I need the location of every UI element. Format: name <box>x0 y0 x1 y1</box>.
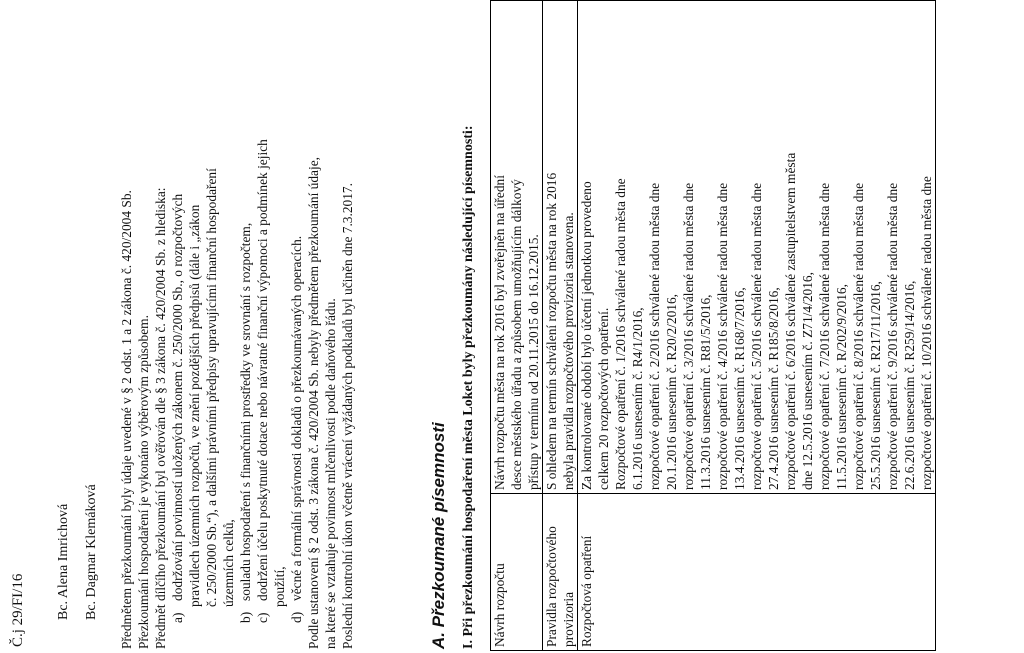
list-label: a) <box>170 612 185 623</box>
section-heading-a: A. Přezkoumané písemnosti <box>429 422 448 649</box>
text-line: rozpočtové opatření č. 8/2016 schválené radou města dne <box>851 182 866 490</box>
text-line: celkem 20 rozpočtových opatření. <box>596 307 611 490</box>
list-label: d) <box>289 611 304 623</box>
text-line: souladu hospodaření s finančními prostředky ve srovnání s rozpočtem, <box>238 222 253 601</box>
list-label: b) <box>238 611 253 623</box>
text-line: 13.4.2016 usnesením č. R168/7/2016, <box>732 287 747 490</box>
text-line: 20.1.2016 usnesením č. R20/2/2016, <box>664 293 679 490</box>
list-item <box>169 9 186 649</box>
text-line: na které se vztahuje povinnost mlčenlivosti podle daňového řádu. <box>323 298 338 649</box>
table-row <box>491 1 543 651</box>
row-name: Návrh rozpočtu <box>491 494 543 651</box>
table-row <box>543 1 578 651</box>
text-line: 11.5.2016 usnesením č. R/202/9/2016, <box>834 284 849 490</box>
list-item <box>237 9 254 649</box>
text-line: desce městského úřadu a způsobem umožňujícím dálkový <box>509 179 524 490</box>
text-line: rozpočtové opatření č. 4/2016 schválené radou města dne <box>715 182 730 490</box>
text-line: použití, <box>272 566 287 607</box>
text-line: nebyla pravidla rozpočtového provizoria stanovena. <box>561 212 576 490</box>
text-line: Předmětem přezkoumání byly údaje uvedené v § 2 odst. 1 a 2 zákona č. 420/2004 Sb. <box>119 190 134 649</box>
reference-number: Č.j 29/FI/16 <box>10 573 26 647</box>
text-line: rozpočtové opatření č. 9/2016 schválené radou města dne <box>885 182 900 490</box>
text-line: S ohledem na termín schválení rozpočtu města na rok 2016 <box>544 172 559 490</box>
row-text <box>491 1 543 494</box>
text-line: dodržení účelu poskytnuté dotace nebo návratné finanční výpomoci a podmínek jejich <box>255 139 270 601</box>
row-text <box>578 1 936 494</box>
text-line: 25.5.2016 usnesením č. R217/11/2016, <box>868 281 883 490</box>
text-line: Rozpočtové opatření č. 1/2016 schválené radou města dne <box>613 178 628 490</box>
reviewer-name: Bc. Alena Imrichová <box>56 503 71 620</box>
text-line: Podle ustanovení § 2 odst. 3 zákona č. 420/2004 Sb. nebyly předmětem přezkoumání údaje, <box>306 156 321 649</box>
text-line: 11.3.2016 usnesením č. R81/5/2016, <box>698 294 713 490</box>
text-line: Návrh rozpočtu města na rok 2016 byl zveřejněn na úřední <box>492 175 507 490</box>
text-line: Poslední kontrolní úkon včetně vrácení vyžádaných podkladů byl učiněn dne 7.3.2017. <box>340 183 355 649</box>
text-line: pravidlech územních rozpočtů, ve znění pozdějších předpisů (dále i „zákon <box>187 204 202 607</box>
text-line: rozpočtové opatření č. 6/2016 schválené zastupitelstvem města <box>783 152 798 490</box>
section-heading-i: I. Při přezkoumání hospodaření města Loket byly přezkoumány následující písemnosti: <box>461 125 476 649</box>
text-line: 27.4.2016 usnesením č. R185/8/2016, <box>766 287 781 490</box>
row-text <box>543 1 578 494</box>
text-line: Přezkoumání hospodaření je vykonáno výběrovým způsobem. <box>136 315 151 649</box>
reviewed-documents-table <box>490 0 936 651</box>
text-line: rozpočtové opatření č. 10/2016 schválené radou města dne <box>919 176 934 490</box>
list-item <box>254 9 271 649</box>
text-line: 6.1.2016 usnesením č. R4/1/2016, <box>630 307 645 490</box>
text-line: Předmět dílčího přezkoumání byl ověřován dle § 3 zákona č. 420/2004 Sb. z hlediska: <box>153 187 168 649</box>
text-line: č. 250/2000 Sb.“), a dalšími právními předpisy upravujícími finanční hospodaření <box>204 168 219 607</box>
text-line: 22.6.2016 usnesením č. R259/14/2016, <box>902 280 917 490</box>
row-name: Pravidla rozpočtového provizoria <box>543 494 578 651</box>
list-label: c) <box>255 612 270 623</box>
list-item <box>288 9 305 649</box>
table-row <box>578 1 936 651</box>
row-name: Rozpočtová opatření <box>578 494 936 651</box>
reviewer-name: Bc. Dagmar Klemáková <box>84 484 99 620</box>
text-line: územních celků, <box>221 519 236 607</box>
text-line: rozpočtové opatření č. 7/2016 schválené radou města dne <box>817 182 832 490</box>
text-line: přístup v termínu od 20.11.2015 do 16.12.2015. <box>526 234 541 490</box>
text-line: rozpočtové opatření č. 3/2016 schválené radou města dne <box>681 182 696 490</box>
text-line: dodržování povinností uložených zákonem č. 250/2000 Sb., o rozpočtových <box>170 193 185 601</box>
text-line: rozpočtové opatření č. 2/2016 schválené radou města dne <box>647 182 662 490</box>
text-line: Za kontrolované období bylo účetní jednotkou provedeno <box>579 181 594 490</box>
text-line: rozpočtové opatření č. 5/2016 schválené radou města dne <box>749 182 764 490</box>
intro-text <box>118 9 356 649</box>
text-line: dne 12.5.2016 usnesením č. Z71/4/2016, <box>800 272 815 490</box>
text-line: věcné a formální správnosti dokladů o přezkoumávaných operacích. <box>289 235 304 601</box>
